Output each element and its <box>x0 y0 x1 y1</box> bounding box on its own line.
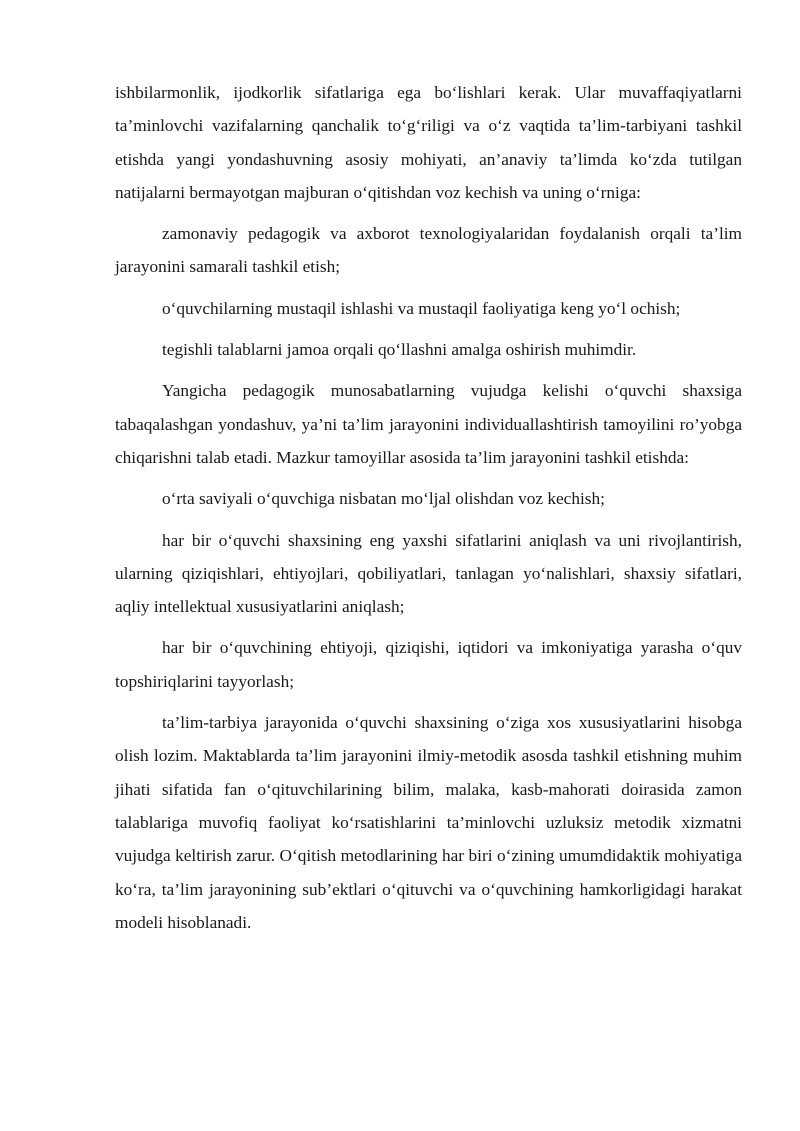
paragraph-2: zamonaviy pedagogik va axborot texnologiyalaridan foydalanish orqali ta’lim jarayonini samarali tashkil etish; <box>115 224 742 277</box>
paragraph-7: har bir o‘quvchi shaxsining eng yaxshi sifatlarini aniqlash va uni rivojlantirish, ularning qiziqishlari, ehtiyojlari, qobiliyatlari, tanlagan yo‘nalishlari, shaxsiy sifatlari, aqliy intellektual xususiyatlarini aniqlash; <box>115 530 742 617</box>
paragraph-3: o‘quvchilarning mustaqil ishlashi va mustaqil faoliyatiga keng yo‘l ochish; <box>162 298 681 318</box>
paragraph-5: Yangicha pedagogik munosabatlarning vujudga kelishi o‘quvchi shaxsiga tabaqalashgan yondashuv, ya’ni ta’lim jarayonini individuallashtirish tamoyilini ro’yobga chiqarishni talab etadi. Mazkur tamoyillar asosida ta’lim jarayonini tashkil etishda: <box>115 381 742 467</box>
paragraph-1: ishbilarmonlik, ijodkorlik sifatlariga ega bo‘lishlari kerak. Ular muvaffaqiyatlarni ta’minlovchi vazifalarning qanchalik to‘g‘riligi va o‘z vaqtida ta’lim-tarbiyani tashkil etishda yangi yondashuvning asosiy mohiyati, an’anaviy ta’limda ko‘zda tutilgan natijalarni bermayotgan majburan o‘qitishdan voz kechish va uning o‘rniga: <box>115 83 742 202</box>
paragraph-4: tegishli talablarni jamoa orqali qo‘llashni amalga oshirish muhimdir. <box>162 340 637 360</box>
document-body <box>115 76 742 939</box>
paragraph-6: o‘rta saviyali o‘quvchiga nisbatan mo‘ljal olishdan voz kechish; <box>162 489 605 509</box>
paragraph-8: har bir o‘quvchining ehtiyoji, qiziqishi, iqtidori va imkoniyatiga yarasha o‘quv topshiriqlarini tayyorlash; <box>115 638 742 691</box>
paragraph-9: ta’lim-tarbiya jarayonida o‘quvchi shaxsining o‘ziga xos xususiyatlarini hisobga olish lozim. Maktablarda ta’lim jarayonini ilmiy-metodik asosda tashkil etishning muhim jihati sifatida fan o‘qituvchilarining bilim, malaka, kasb-mahorati doirasida zamon talablariga muvofiq faoliyat ko‘rsatishlarini ta’minlovchi uzluksiz metodik xizmatni vujudga keltirish zarur. O‘qitish metodlarining har biri o‘zining umumdidaktik mohiyatiga ko‘ra, ta’lim jarayonining sub’ektlari o‘qituvchi va o‘quvchining hamkorligidagi harakat modeli hisoblanadi. <box>115 713 742 932</box>
